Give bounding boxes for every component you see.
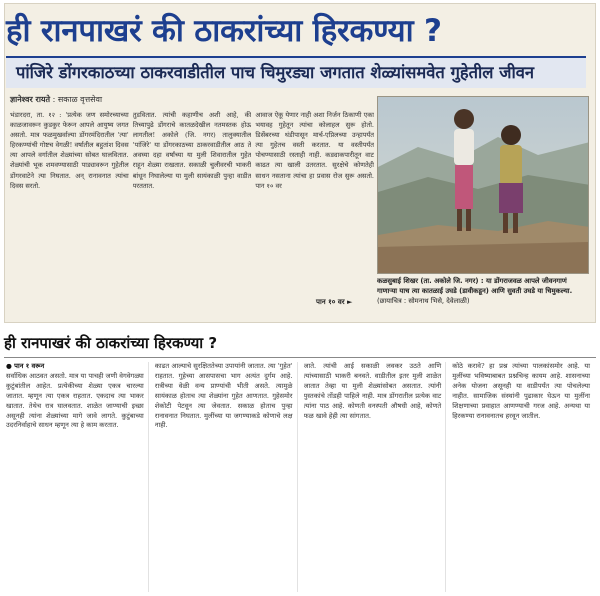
- bottom-column-1-text: सर्वाधिक आठवत असतो. मात्र या पाचही जणी वेगवेगळ्या कुटुंबांतील आहेत. प्रत्येकीच्या शेळ्या एकत्र चारल्या जातात. म्हणून त्या एकत्र राहतात. एकदाच त्या भाकर खातात. तेथेच रात्र घालवतात. शाळेत जाण्याची इच्छा असूनही त्यांना शेळ्यांच्या मागे जावे लागते. कुटुंबाच्या उदरनिर्वाहाचे साधन म्हणून त्या हे काम करतात.: [6, 371, 144, 430]
- byline-name: ज्ञानेश्वर रायते: [10, 95, 51, 104]
- article-subheadline: पांजिरे डोंगरकाठच्या ठाकरवाडीतील पाच चिमुरड्या जगतात शेळ्यांसमवेत गुहेतील जीवन: [6, 56, 586, 88]
- headline-rule: [4, 357, 596, 358]
- bottom-column-1: [6, 362, 149, 592]
- byline-extra: : सकाळ वृत्तसेवा: [52, 95, 103, 104]
- top-article-columns: [10, 110, 374, 310]
- top-column-2: तुडवितात. त्यांची कहाणीच अशी आहे, की तिच्यापुढे डोंगराचे कातळदेखील नतमस्तक होऊ लागतील! अकोले (जि. नगर) तालुक्यातील 'पांजिरे' या डोंगरकाठच्या ठाकरवाडीतील आठ ते अवघ्या दहा वर्षांच्या या मुली शिवारातील गुहेत राहून शेळ्या राखतात. सकाळी चुलीवरची भाकरी बांधून निघालेल्या या मुली सायंकाळी पुन्हा वाडीत परततात.: [132, 111, 252, 190]
- top-column-3: आवाज ऐकू येणार नाही अशा निर्जन ठिकाणी एका भयावह गुहेतून त्यांचा कोलाहल सुरू होतो. डिसेंबरच्या थंडीपासून मार्च-एप्रिलच्या उन्हापर्यंत त्या गुहेतच वस्ती करतात. या वस्तीपर्यंत पोचण्यासाठी रस्ताही नाही. कड्याकपारीतून वाट काढत त्या खाली उतरतात. सुरक्षेचे कोणतेही साधन नसताना त्यांचा हा प्रवास रोज सुरू असतो. पान १० वर: [255, 111, 375, 190]
- photo-caption: [377, 276, 589, 316]
- article-headline: ही रानपाखरं की ठाकरांच्या हिरकण्या ?: [6, 13, 442, 49]
- photo-two-girls-on-hill: [378, 97, 589, 274]
- continued-from-tag: ● पान १ वरून: [6, 362, 45, 370]
- photo-credit: (छायाचित्र : सोमनाथ भिसे, देवेलाळी): [377, 297, 470, 305]
- top-column-1: भंडारदरा, ता. १२ : 'प्रत्येक जण समोरच्याच्या काळजावरून कुडकुर फेरून आपले आयुष्य जगत असतो. मात्र फळमुखर्वाल्या डोंगरमंदिरातील 'त्या' हिरकण्यांची गोष्टच वेगळी! वर्षातील बहुतांश दिवस त्या आपले वर्गातील शेळ्यांच्या सोबत घालवितात. शेळ्यांची भूक शमवण्यासाठी पाड्यावरून गुहेतील डोंगरवाटेने त्या निघतात. अन् रानावनात त्यांचा दिवस सरतो.: [10, 111, 129, 190]
- continued-label: पान १० वर ►: [316, 298, 353, 306]
- bottom-column-4: कोठे करावे? हा प्रश्न त्यांच्या पालकांसमोर आहे. या मुलींच्या भविष्याबाबत प्रश्नचिन्ह कायम आहे. शासनाच्या अनेक योजना असूनही या वाडीपर्यंत त्या पोचलेल्या नाहीत. सामाजिक संस्थांनी पुढाकार घेऊन या मुलींना शिक्षणाच्या प्रवाहात आणण्याची गरज आहे. अन्यथा या हिरकण्या रानावनातच हरवून जातील.: [452, 362, 590, 420]
- bottom-column-2: काढत आल्याचे सुरक्षिततेच्या उपायांनी जातात. त्या 'गुहेत' राहतात. गुहेच्या आसपासचा भाग अत्यंत दुर्गम आहे. रात्रीच्या वेळी वन्य प्राण्यांची भीती असते. त्यामुळे सायंकाळ होताच त्या शेळ्यांना गुहेत आणतात. गुहेसमोर शेकोटी पेटवून त्या जेवतात. सकाळ होताच पुन्हा रानावनात निघतात. मुलींच्या या जगण्याकडे कोणाचे लक्ष नाही.: [155, 362, 298, 592]
- photo-caption-text: कळसुबाई शिखर (ता. अकोले जि. नगर) : या डोंगराजवळ आपले जीवनगाणं गाणाऱ्या याच त्या कातळाई उघडे (डावीकडून) आणि सुवती उघडे या चिमुकल्या.: [377, 277, 573, 295]
- bottom-article-columns: [6, 362, 594, 592]
- continuation-headline: ही रानपाखरं की ठाकरांच्या हिरकण्या ?: [4, 334, 218, 352]
- byline: [10, 94, 102, 110]
- article-photo: [377, 96, 589, 274]
- bottom-column-3: जाते. त्यांची आई सकाळी लवकर उठते आणि त्यांच्यासाठी भाकरी बनवते. वाडीतील इतर मुली शाळेत जातात तेव्हा या मुली शेळ्यांसोबत असतात. त्यांनी पुस्तकांचे तोंडही पाहिले नाही. मात्र डोंगरातील प्रत्येक वाट त्यांना पाठ आहे. कोणती वनस्पती औषधी आहे, कोणते फळ खावे हेही त्या सांगतात.: [304, 362, 447, 592]
